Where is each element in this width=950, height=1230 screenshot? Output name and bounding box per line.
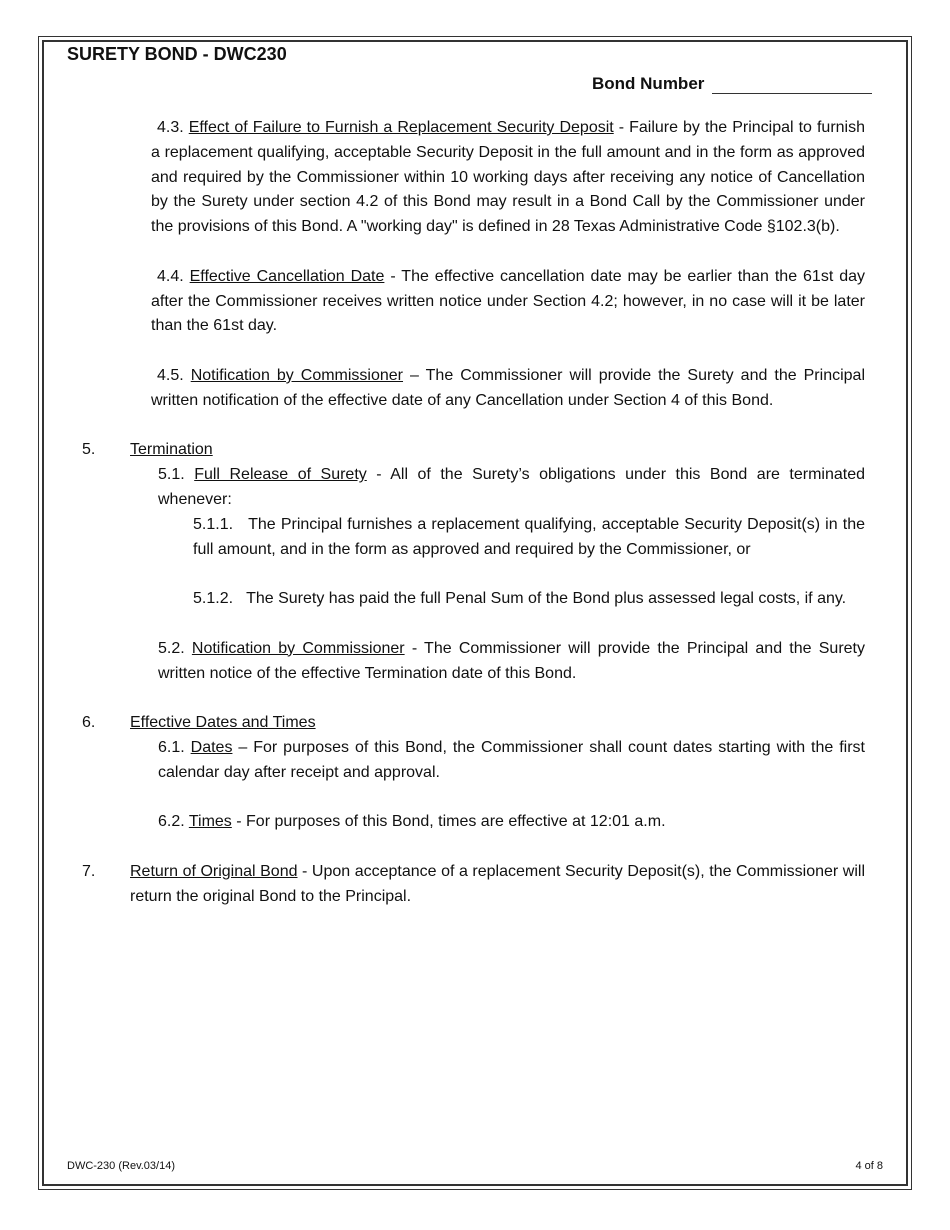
section-5-title: Termination (130, 441, 213, 459)
footer-form-revision: DWC-230 (Rev.03/14) (67, 1160, 175, 1172)
section-6-1 (158, 736, 865, 786)
section-7-text: - Upon acceptance of a replacement Security Deposit(s), the Commissioner will return the original Bond to the Principal. (130, 862, 866, 905)
bond-number-label: Bond Number (592, 74, 705, 93)
section-4-4-number: 4.4. (157, 267, 184, 285)
section-4-4 (151, 265, 865, 339)
section-5-2-title: Notification by Commissioner (191, 639, 405, 657)
section-4-4-text: - The effective cancellation date may be earlier than the 61st day after the Commissioner receives written notice under Section 4.2; however, in no case will it be later than the 61st day. (151, 267, 866, 335)
section-5-1-1-number: 5.1.1. (193, 515, 234, 533)
section-7 (82, 860, 866, 910)
section-5-1-1 (193, 513, 865, 563)
section-5-1-number: 5.1. (158, 466, 185, 484)
section-4-5-text: – The Commissioner will provide the Surety and the Principal written notification of the effective date of any Cancellation under Section 4 of this Bond. (151, 366, 865, 409)
section-6-1-title: Dates (190, 738, 233, 756)
section-6-title: Effective Dates and Times (130, 714, 316, 732)
section-5-2 (158, 637, 865, 687)
section-6-2 (158, 810, 865, 835)
section-5-heading (82, 438, 865, 463)
section-5-1-text: - All of the Surety’s obligations under this Bond are terminated whenever: (158, 466, 866, 508)
section-4-4-title: Effective Cancellation Date (189, 267, 385, 285)
bond-number-field (592, 73, 872, 94)
section-7-title: Return of Original Bond (130, 862, 298, 880)
section-5-2-text: - The Commissioner will provide the Principal and the Surety written notice of the effective Termination date of this Bond. (158, 639, 865, 682)
section-5-1-title: Full Release of Surety (194, 466, 367, 484)
section-4-3-text: - Failure by the Principal to furnish a replacement qualifying, acceptable Security Deposit in the full amount and in the form as approved and required by the Commissioner within 10 working days after receiving any notice of Cancellation by the Surety under section 4.2 of this Bond may result in a Bond Call by the Commissioner under the provisions of this Bond. A "working day" is defined in 28 Texas Administrative Code §102.3(b). (151, 119, 866, 236)
bond-number-blank (712, 73, 872, 94)
section-5-1-2-text: The Surety has paid the full Penal Sum of the Bond plus assessed legal costs, if any. (246, 590, 847, 608)
document-body (0, 116, 950, 910)
section-5-1-2-number: 5.1.2. (193, 590, 234, 608)
section-5-1 (158, 463, 865, 513)
section-6-1-number: 6.1. (158, 738, 185, 756)
section-5-1-1-text: The Principal furnishes a replacement qualifying, acceptable Security Deposit(s) in the full amount, and in the form as approved and required by the Commissioner, or (193, 515, 866, 558)
section-6-heading (82, 711, 865, 736)
section-5-1-2 (193, 587, 865, 612)
section-4-3 (151, 116, 865, 240)
section-4-5 (151, 364, 865, 414)
section-4-5-number: 4.5. (157, 366, 184, 384)
section-6-2-text: - For purposes of this Bond, times are effective at 12:01 a.m. (231, 813, 666, 831)
form-title: SURETY BOND - DWC230 (67, 44, 287, 64)
section-5-number: 5. (82, 441, 96, 459)
section-7-number: 7. (82, 862, 96, 880)
section-6-2-number: 6.2. (158, 813, 185, 831)
section-6-number: 6. (82, 714, 96, 732)
section-4-5-title: Notification by Commissioner (190, 366, 404, 384)
footer-page-number: 4 of 8 (855, 1160, 883, 1172)
section-6-2-title: Times (188, 813, 232, 831)
section-4-3-number: 4.3. (157, 119, 184, 136)
section-5-2-number: 5.2. (158, 639, 185, 657)
section-6-1-text: – For purposes of this Bond, the Commissioner shall count dates starting with the first calendar day after receipt and approval. (158, 738, 865, 781)
section-4-3-title: Effect of Failure to Furnish a Replacement Security Deposit (188, 119, 614, 136)
